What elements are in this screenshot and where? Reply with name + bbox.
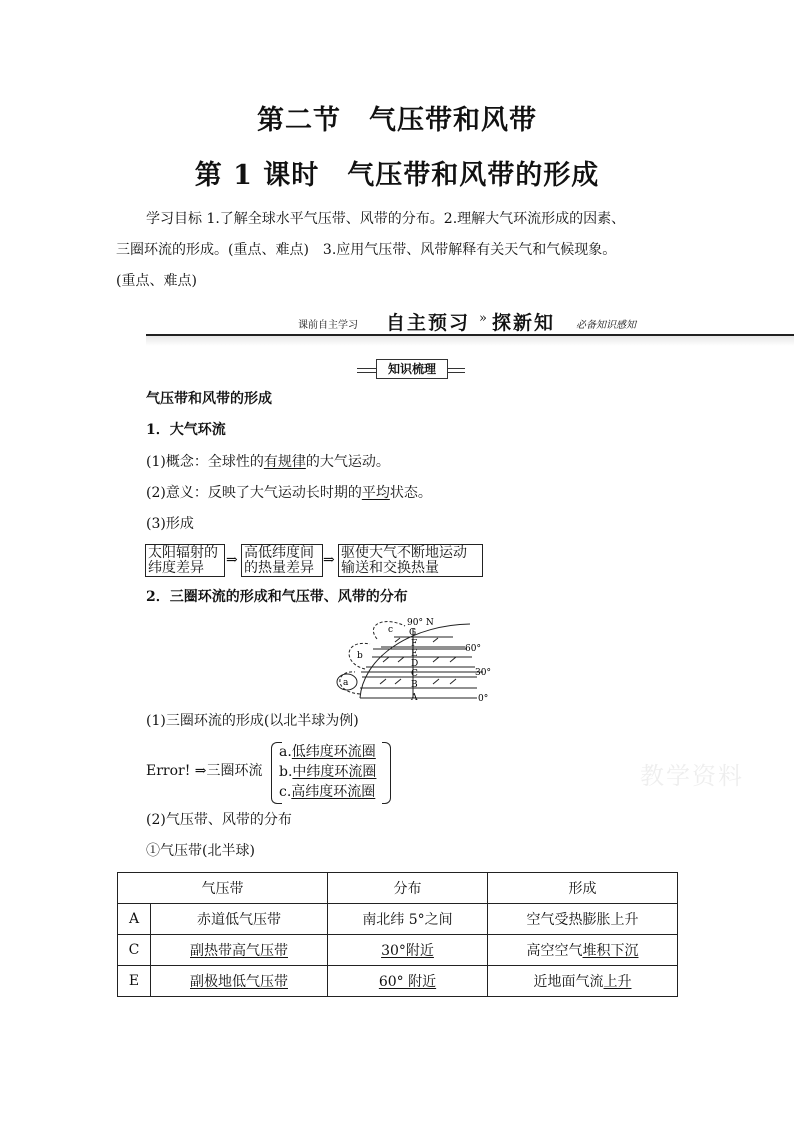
row-distribution-text: 60° 附近 <box>378 974 437 990</box>
banner-title-right: 探新知 <box>492 312 556 334</box>
cell-label-b: b <box>357 651 363 661</box>
flow-box-solar <box>145 544 225 577</box>
page-title: 第二节 气压带和风带 <box>257 105 537 136</box>
flow-box-motion <box>338 544 483 577</box>
layer-label-c: C <box>411 669 418 679</box>
row-formation-text: 空气受热膨胀上升 <box>526 912 639 928</box>
meaning-prefix: (2)意义：反映了大气运动长时期的 <box>146 485 362 501</box>
meaning-line <box>146 478 432 509</box>
sub2-1-heading: ①气压带(北半球) <box>146 843 255 859</box>
concept-line <box>146 447 390 478</box>
layer-label-d: D <box>411 659 419 669</box>
flow-box-heat <box>241 544 323 577</box>
flow-arrow-icon: ⇒ <box>226 552 238 568</box>
section-banner <box>146 308 794 342</box>
concept-underlined: 有规律 <box>263 454 306 470</box>
row-code: A <box>118 904 151 935</box>
layer-label-a: A <box>411 693 418 703</box>
pressure-belt-table <box>117 872 678 997</box>
flow-box-solar-l1: 太阳辐射的 <box>148 545 218 561</box>
right-brace <box>382 742 391 804</box>
circulation-a <box>279 742 376 762</box>
concept-prefix: (1)概念：全球性的 <box>146 454 264 470</box>
cell-label-a: a <box>343 678 349 688</box>
row-formation-text: 高空空气 <box>526 943 583 959</box>
circulation-c <box>279 782 376 802</box>
row-code: C <box>118 935 151 966</box>
item1-heading: 1．大气环流 <box>146 422 226 438</box>
row-formation-underlined: 堆积下沉 <box>582 943 639 959</box>
objectives-line-3: (重点、难点) <box>116 273 197 289</box>
row-belt-text: 副热带高气压带 <box>190 943 288 959</box>
row-distribution-text: 30°附近 <box>381 943 434 959</box>
watermark: 教学资料 <box>640 762 744 790</box>
flow-arrow-icon: ⇒ <box>323 552 335 568</box>
circulation-a-prefix: a. <box>279 744 292 760</box>
circulation-b-text: 中纬度环流圈 <box>292 764 377 780</box>
meaning-underlined: 平均 <box>361 485 390 501</box>
error-line: Error! ⇒三圈环流 <box>146 763 263 779</box>
circulation-c-prefix: c. <box>279 784 292 800</box>
row-belt <box>151 966 328 997</box>
circulation-b <box>279 762 376 782</box>
flow-box-heat-l2: 的热量差异 <box>244 560 314 576</box>
header-belt: 气压带 <box>118 873 328 904</box>
chevron-right-icon: » <box>479 311 487 326</box>
layer-label-b: B <box>411 680 418 690</box>
objectives-line-2: 三圈环流的形成。(重点、难点) 3.应用气压带、风带解释有关天气和气候现象。 <box>116 242 617 258</box>
circulation-c-text: 高纬度环流圈 <box>291 784 376 800</box>
row-formation-text: 近地面气流 <box>533 974 604 990</box>
lat-label-0: 0° <box>478 694 489 704</box>
layer-label-e: E <box>411 649 418 659</box>
layer-label-f: F <box>411 639 418 649</box>
three-cell-diagram <box>325 614 500 706</box>
row-belt: 赤道低气压带 <box>151 904 328 935</box>
header-formation: 形成 <box>488 873 678 904</box>
lat-label-90: 90° N <box>407 618 434 628</box>
objectives-line-1: 学习目标 1.了解全球水平气压带、风带的分布。2.理解大气环流形成的因素、 <box>146 211 626 227</box>
section-heading: 气压带和风带的形成 <box>146 391 272 407</box>
layer-label-g: G <box>409 628 417 638</box>
row-belt <box>151 935 328 966</box>
item2-heading: 2．三圈环流的形成和气压带、风带的分布 <box>146 589 408 605</box>
formation-label: (3)形成 <box>146 516 194 532</box>
lat-label-60: 60° <box>465 644 481 654</box>
table-header-row <box>118 873 678 904</box>
flow-box-solar-l2: 纬度差异 <box>148 560 204 576</box>
flow-box-motion-l1: 驱使大气不断地运动 <box>341 545 467 561</box>
sub1-heading: (1)三圈环流的形成(以北半球为例) <box>146 713 359 729</box>
row-formation <box>488 935 678 966</box>
lesson-subtitle: 第 1 课时 气压带和风带的形成 <box>194 160 600 191</box>
concept-suffix: 的大气运动。 <box>305 454 390 470</box>
row-distribution: 南北纬 5°之间 <box>328 904 488 935</box>
row-distribution <box>328 935 488 966</box>
table-row <box>118 904 678 935</box>
cell-label-c: c <box>388 625 394 635</box>
flow-box-motion-l2: 输送和交换热量 <box>341 560 439 576</box>
flow-box-heat-l1: 高低纬度间 <box>244 545 314 561</box>
row-formation <box>488 966 678 997</box>
row-code: E <box>118 966 151 997</box>
row-formation <box>488 904 678 935</box>
sub2-heading: (2)气压带、风带的分布 <box>146 812 292 828</box>
row-formation-underlined: 上升 <box>603 974 632 990</box>
circulation-a-text: 低纬度环流圈 <box>291 744 376 760</box>
banner-right-text: 必备知识感知 <box>576 320 636 331</box>
circulation-list <box>279 742 376 802</box>
table-row <box>118 966 678 997</box>
row-distribution <box>328 966 488 997</box>
row-belt-text: 副极地低气压带 <box>190 974 288 990</box>
header-distribution: 分布 <box>328 873 488 904</box>
meaning-suffix: 状态。 <box>389 485 432 501</box>
banner-title-left: 自主预习 <box>386 312 471 334</box>
knowledge-tag <box>357 359 465 379</box>
banner-left-text: 课前自主学习 <box>298 320 358 331</box>
table-row <box>118 935 678 966</box>
lat-label-30: 30° <box>475 668 491 678</box>
circulation-b-prefix: b. <box>279 764 293 780</box>
tag-label: 知识梳理 <box>376 359 448 379</box>
